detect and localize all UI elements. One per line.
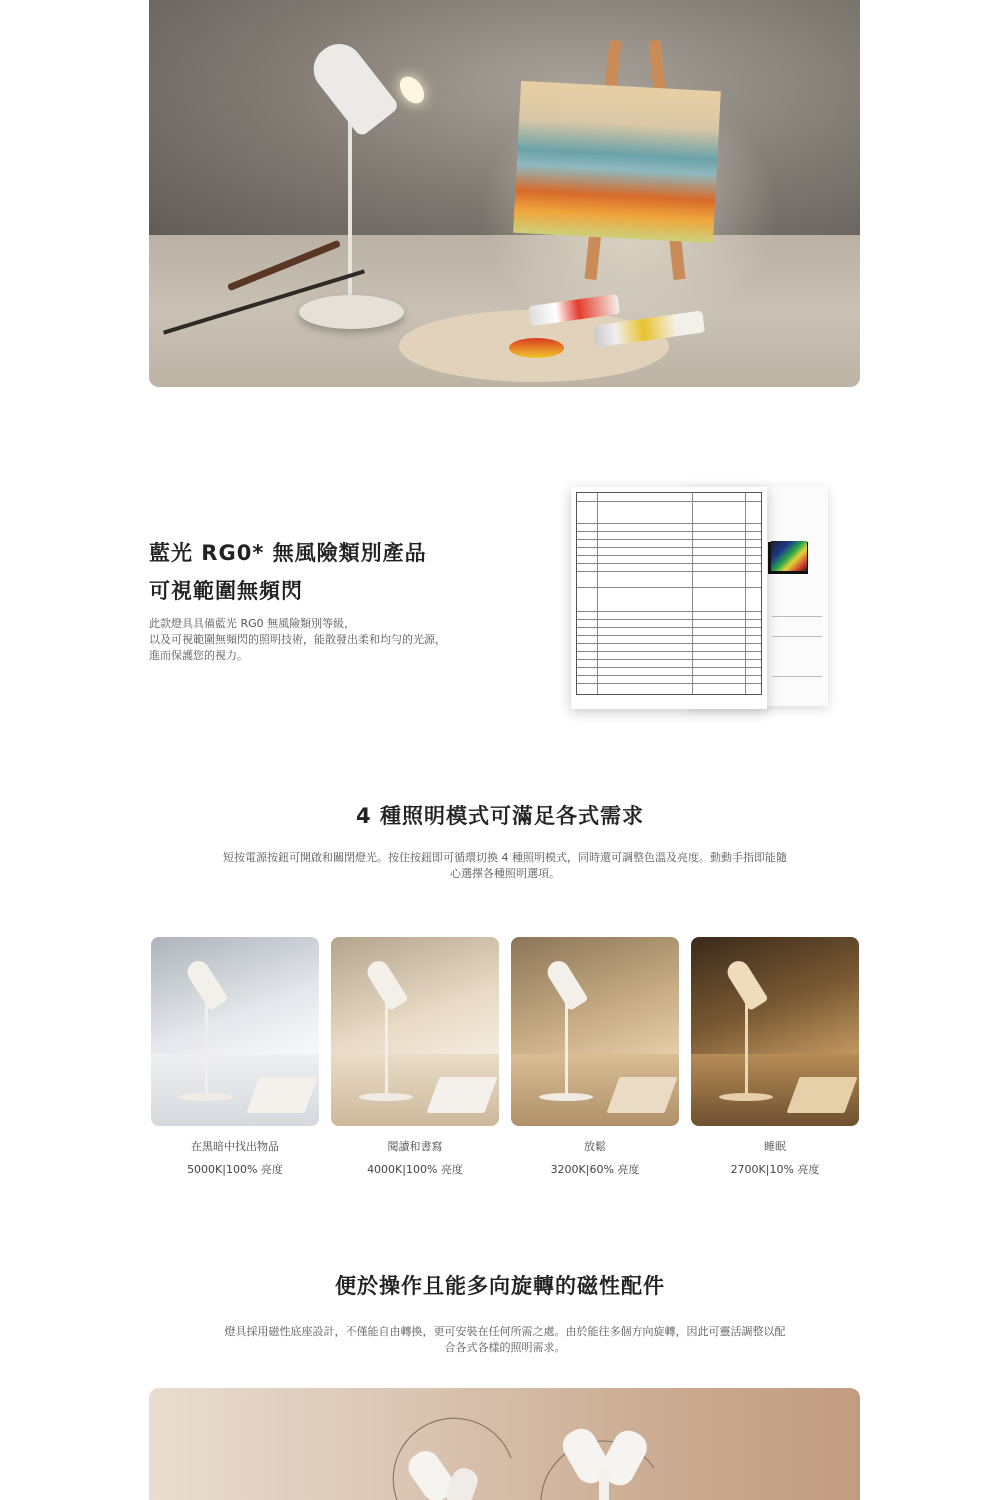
mode-label-sleep: 睡眠 [764, 1140, 786, 1153]
modes-description [220, 850, 790, 882]
modes-desc-line2: 心選擇各種照明選項。 [450, 867, 560, 880]
modes-desc-line1: 短按電源按鈕可開啟和關閉燈光。按住按鈕即可循環切換 4 種照明模式，同時還可調整色溫及亮度。動動手指即能隨 [223, 851, 787, 864]
rg0-desc-line2: 以及可視範圍無頻閃的照明技術，能散發出柔和均勻的光源， [149, 633, 446, 646]
hero-image [149, 0, 860, 387]
mode-image-relax [511, 937, 679, 1126]
mode-value-reading: 4000K|100% 亮度 [367, 1163, 463, 1176]
mode-image-find-objects [151, 937, 319, 1126]
rg0-title [149, 534, 427, 610]
rg0-title-line2: 可視範圍無頻閃 [149, 579, 303, 603]
magnetic-description [220, 1324, 790, 1356]
rg0-desc-line3: 進而保護您的視力。 [149, 649, 248, 662]
magnetic-desc-line2: 合各式各樣的照明需求。 [444, 1341, 566, 1354]
mode-image-sleep [691, 937, 859, 1126]
rotation-arc-graphic [149, 1388, 860, 1500]
mode-value-sleep: 2700K|10% 亮度 [730, 1163, 820, 1176]
test-report-document [571, 487, 767, 709]
rg0-title-line1: 藍光 RG0* 無風險類別產品 [149, 541, 427, 565]
mode-value-find-objects: 5000K|100% 亮度 [187, 1163, 283, 1176]
mode-value-relax: 3200K|60% 亮度 [550, 1163, 640, 1176]
spectrum-chart-image [771, 541, 807, 571]
mode-label-relax: 放鬆 [584, 1140, 606, 1153]
mode-label-find-objects: 在黑暗中找出物品 [191, 1140, 279, 1153]
mode-label-reading: 閱讀和書寫 [387, 1140, 443, 1153]
magnetic-rotation-image [149, 1388, 860, 1500]
mode-image-reading [331, 937, 499, 1126]
rg0-description [149, 616, 469, 664]
rg0-desc-line1: 此款燈具具備藍光 RG0 無風險類別等級， [149, 617, 356, 630]
magnetic-desc-line1: 燈具採用磁性底座設計，不僅能自由轉換，更可安裝在任何所需之處。由於能往多個方向旋轉，因此可靈活調整以配 [224, 1325, 786, 1338]
magnetic-title: 便於操作且能多向旋轉的磁性配件 [335, 1274, 665, 1298]
modes-title: 4 種照明模式可滿足各式需求 [356, 804, 644, 828]
